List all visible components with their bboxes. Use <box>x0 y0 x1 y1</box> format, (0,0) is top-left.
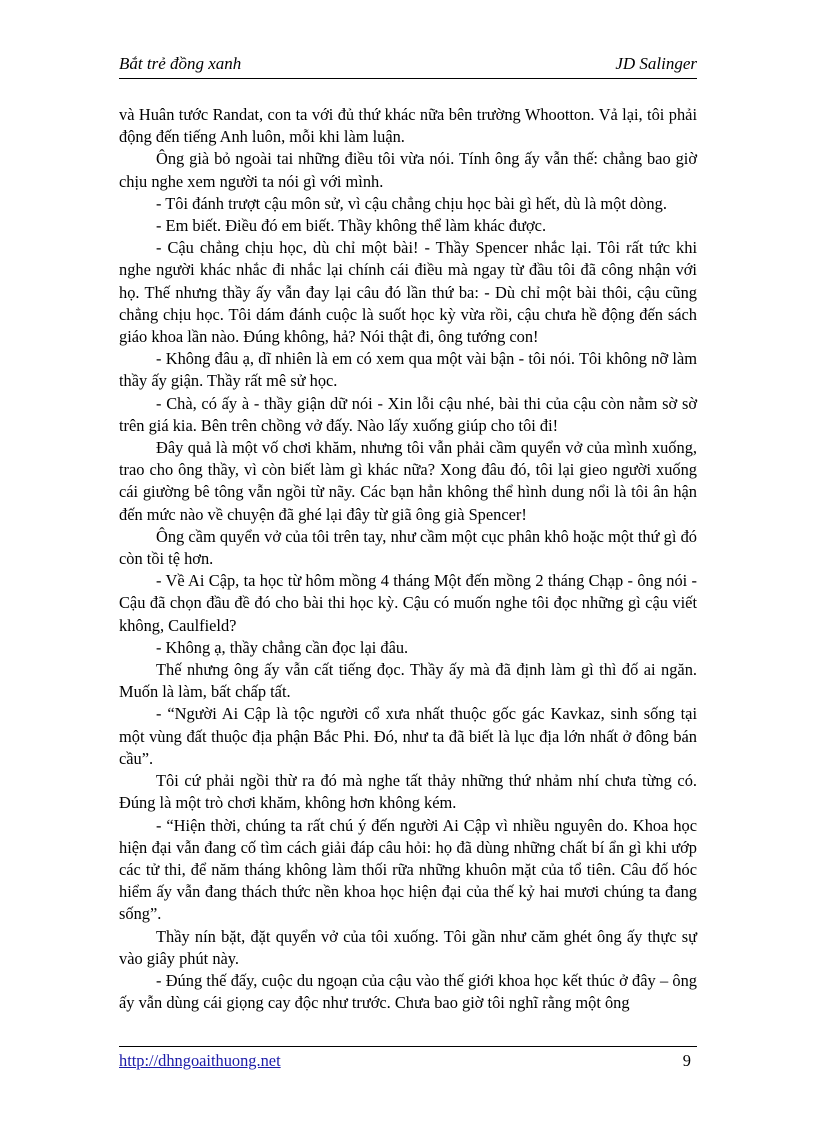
paragraph: - Không đâu ạ, dĩ nhiên là em có xem qua một vài bận - tôi nói. Tôi không nỡ làm thầy ấy giận. Thầy rất mê sử học. <box>119 349 697 391</box>
paragraph: Tôi cứ phải ngồi thừ ra đó mà nghe tất thảy những thứ nhảm nhí chưa từng có. Đúng là một trò chơi khăm, không hơn không kém. <box>119 771 697 813</box>
website-link[interactable]: http://dhngoaithuong.net <box>119 1051 281 1070</box>
book-author: JD Salinger <box>615 54 697 73</box>
page-body <box>119 104 697 1014</box>
paragraph: - Chà, có ấy à - thầy giận dữ nói - Xin lỗi cậu nhé, bài thi của cậu còn nằm sờ sờ trên giá kia. Bên trên chồng vở đấy. Nào lấy xuống giúp cho tôi đi! <box>119 393 697 435</box>
paragraph: và Huân tước Randat, con ta với đủ thứ khác nữa bên trường Whootton. Vả lại, tôi phải động đến tiếng Anh luôn, mỗi khi làm luận. <box>119 105 697 147</box>
paragraph: - Đúng thế đấy, cuộc du ngoạn của cậu vào thế giới khoa học kết thúc ở đây – ông ấy vẫn dùng cái giọng cay độc như trước. Chưa bao giờ tôi nghĩ rằng một ông <box>119 970 697 1013</box>
paragraph: - Tôi đánh trượt cậu môn sử, vì cậu chẳng chịu học bài gì hết, dù là một dòng. <box>156 193 667 213</box>
paragraph: Ông già bỏ ngoài tai những điều tôi vừa nói. Tính ông ấy vẫn thế: chẳng bao giờ chịu nghe xem người ta nói gì với mình. <box>119 149 697 191</box>
paragraph: Ông cầm quyển vở của tôi trên tay, như cầm một cục phân khô hoặc một thứ gì đó còn tồi tệ hơn. <box>119 526 697 569</box>
paragraph: Thầy nín bặt, đặt quyển vở của tôi xuống. Tôi gần như căm ghét ông ấy thực sự vào giây phút này. <box>119 926 697 968</box>
page-footer <box>119 1046 697 1070</box>
book-title: Bắt trẻ đồng xanh <box>119 54 242 73</box>
paragraph: - Cậu chẳng chịu học, dù chỉ một bài! - Thầy Spencer nhắc lại. Tôi rất tức khi nghe người khác nhắc đi nhắc lại chính cái điều mà ngay từ đầu tôi đã công nhận với họ. Thế nhưng thầy ấy vẫn đay lại câu đó lần thứ ba: - Dù chỉ một bài thôi, cậu cũng chẳng chịu học. Tôi dám đánh cuộc là suốt học kỳ vừa rồi, cậu chưa hề động đến sách giáo khoa lần nào. Đúng không, hả? Nói thật đi, ông tướng con! <box>119 238 697 347</box>
paragraph: - Không ạ, thầy chẳng cần đọc lại đâu. <box>156 637 409 657</box>
paragraph: Đây quả là một vố chơi khăm, nhưng tôi vẫn phải cầm quyển vở của mình xuống, trao cho ông thầy, vì còn biết làm gì khác nữa? Xong đâu đó, tôi lại gieo người xuống cái giường bê tông vẫn ngồi từ nãy. Các bạn hẳn không thể hình dung nổi là tôi ân hận đến mức nào về chuyện đã ghé lại đây từ giã ông già Spencer! <box>119 438 697 524</box>
paragraph: - Em biết. Điều đó em biết. Thầy không thể làm khác được. <box>156 216 547 236</box>
page-number: 9 <box>682 1051 691 1070</box>
paragraph: - Về Ai Cập, ta học từ hôm mồng 4 tháng Một đến mồng 2 tháng Chạp - ông nói - Cậu đã chọn đầu đề đó cho bài thi học kỳ. Cậu có muốn nghe tôi đọc những gì cậu viết không, Caulfield? <box>119 571 697 635</box>
paragraph: Thế nhưng ông ấy vẫn cất tiếng đọc. Thầy ấy mà đã định làm gì thì đố ai ngăn. Muốn là làm, bất chấp tất. <box>119 660 697 702</box>
page-header <box>119 50 697 79</box>
paragraph: - “Người Ai Cập là tộc người cổ xưa nhất thuộc gốc gác Kavkaz, sinh sống tại một vùng đất thuộc địa phận Bắc Phi. Đó, như ta đã biết là lục địa lớn nhất ở đông bán cầu”. <box>119 704 697 768</box>
paragraph: - “Hiện thời, chúng ta rất chú ý đến người Ai Cập vì nhiều nguyên do. Khoa học hiện đại vẫn đang cố tìm cách giải đáp câu hỏi: họ đã dùng những chất bí ẩn gì khi ướp các tử thi, để năm tháng không làm thối rữa những khuôn mặt của tổ tiên. Câu đố hóc hiểm ấy vẫn đang thách thức nền khoa học hiện đại của thế kỷ hai mươi chúng ta đang sống”. <box>119 815 697 924</box>
